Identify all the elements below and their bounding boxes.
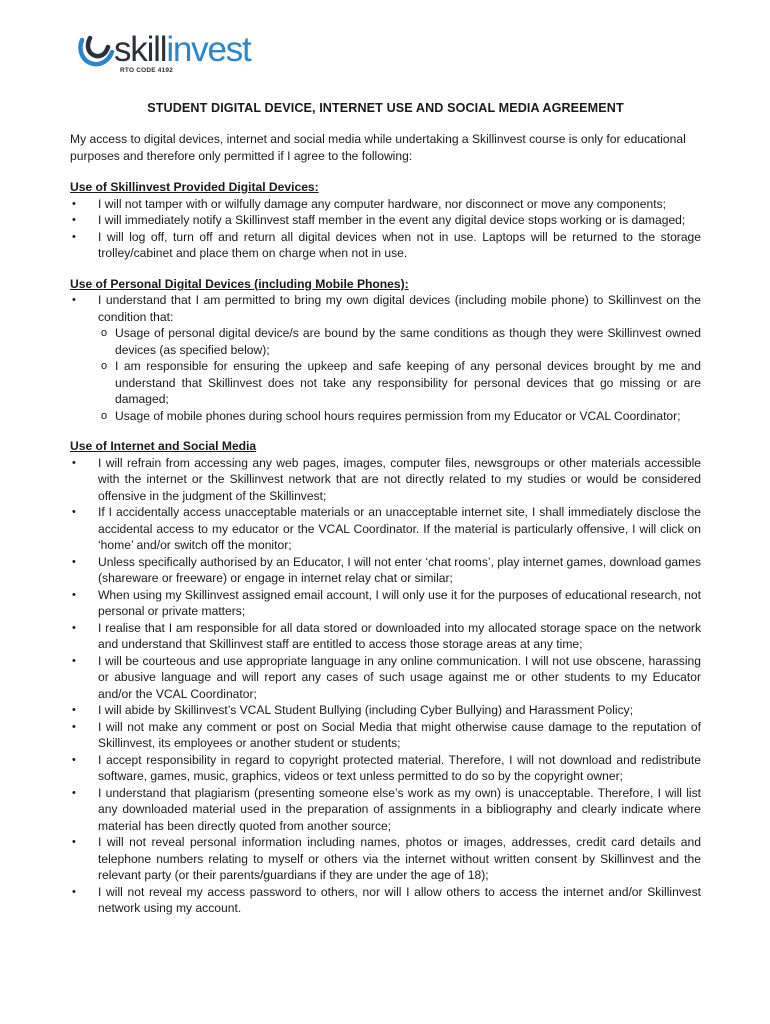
intro-paragraph: My access to digital devices, internet and social media while undertaking a Skillinvest course is only for educational purposes and therefore only permitted if I agree to the following: [70,132,686,163]
list-item [70,292,701,424]
skillinvest-logo [76,28,296,78]
bullet-list [70,455,701,917]
list-item: • I accept responsibility in regard to copyright protected material. Therefore, I will not download and redistribute software, games, music, graphics, videos or text unless permitted to do so by the copyright owner; [70,752,701,785]
list-item: • I will not reveal personal information including names, photos or images, addresses, credit card details and telephone numbers relating to myself or others via the internet without written consent by Skillinvest and the relevant party (or their parents/guardians if they are under the age of 18); [70,834,701,884]
list-item: • I will not tamper with or wilfully damage any computer hardware, nor disconnect or move any components; [70,196,701,213]
sub-list-item: o Usage of mobile phones during school hours requires permission from my Educator or VCAL Coordinator; [98,408,701,425]
section-title: Use of Personal Digital Devices (including Mobile Phones): [70,276,409,291]
document-title: STUDENT DIGITAL DEVICE, INTERNET USE AND SOCIAL MEDIA AGREEMENT [147,101,624,115]
document-body [70,100,701,931]
sub-list-item: o I am responsible for ensuring the upkeep and safe keeping of any personal devices brought by me and understand that Skillinvest does not take any responsibility for personal devices that go missing or are damaged; [98,358,701,408]
logo-wordmark-dark: skill [114,30,167,69]
section-internet-social-media [70,438,701,917]
sub-list-item: o Usage of personal digital device/s are bound by the same conditions as though they were Skillinvest owned devices (as specified below); [98,325,701,358]
bullet-list [70,196,701,262]
list-item: • I realise that I am responsible for all data stored or downloaded into my allocated storage space on the network and understand that Skillinvest staff are entitled to access those storage areas at any time; [70,620,701,653]
list-item: • I will immediately notify a Skillinvest staff member in the event any digital device stops working or is damaged; [70,212,701,229]
sub-list [98,325,701,424]
bullet-list [70,292,701,424]
list-item: • When using my Skillinvest assigned email account, I will only use it for the purposes of educational research, not personal or private matters; [70,587,701,620]
swoosh-icon [76,34,116,68]
list-item: • If I accidentally access unacceptable materials or an unacceptable internet site, I shall immediately disclose the accidental access to my educator or the VCAL Coordinator. If the material is particularly offensive, I will click on ‘home’ and/or switch off the monitor; [70,504,701,554]
list-item: • I will not make any comment or post on Social Media that might otherwise cause damage to the reputation of Skillinvest, its employees or another student or students; [70,719,701,752]
list-item: • I will be courteous and use appropriate language in any online communication. I will not use obscene, harassing or abusive language and will report any cases of such usage against me or other students to my Educator and/or the VCAL Coordinator; [70,653,701,703]
list-item-text: I understand that I am permitted to bring my own digital devices (including mobile phone) to Skillinvest on the condition that: [98,293,701,324]
rto-code: RTO CODE 4192 [120,67,174,74]
section-personal-devices [70,276,701,425]
list-item: • I understand that plagiarism (presenting someone else’s work as my own) is unacceptable. Therefore, I will list any downloaded material used in the preparation of assignments in a bibliography and clearly indicate where material has been directly quoted from another source; [70,785,701,835]
logo-wordmark-accent: invest [166,30,251,69]
section-title: Use of Internet and Social Media [70,439,257,453]
list-item: • I will log off, turn off and return all digital devices when not in use. Laptops will be returned to the storage trolley/cabinet and place them on charge when not in use. [70,229,701,262]
list-item: • I will refrain from accessing any web pages, images, computer files, newsgroups or other materials accessible with the internet or the Skillinvest network that are not directly related to my studies or would be considered offensive in the judgment of the Skillinvest; [70,455,701,505]
list-item: • I will abide by Skillinvest’s VCAL Student Bullying (including Cyber Bullying) and Harassment Policy; [70,702,701,719]
logo-wordmark [114,30,251,70]
list-item: • I will not reveal my access password to others, nor will I allow others to access the internet and/or Skillinvest network using my account. [70,884,701,917]
list-item: • Unless specifically authorised by an Educator, I will not enter ‘chat rooms’, play internet games, download games (shareware or freeware) or engage in internet relay chat or similar; [70,554,701,587]
section-title: Use of Skillinvest Provided Digital Devices: [70,180,319,194]
section-provided-devices [70,179,701,262]
